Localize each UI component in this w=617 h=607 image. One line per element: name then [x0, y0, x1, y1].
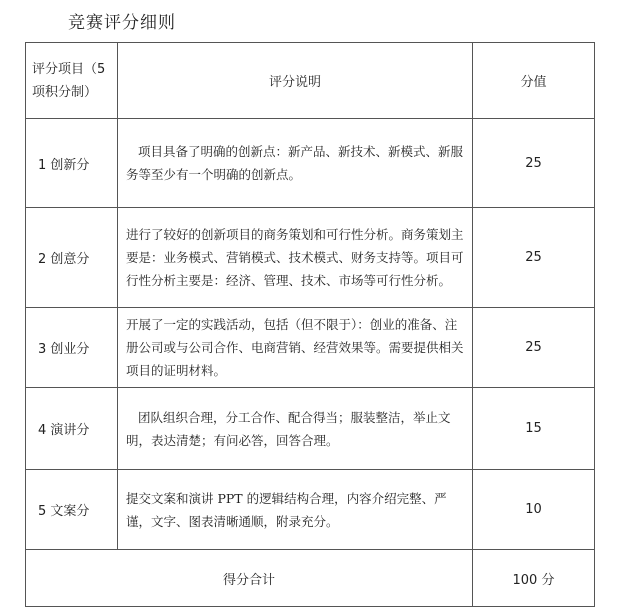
- row-score: 25: [473, 208, 595, 308]
- row-description: 提交文案和演讲 PPT 的逻辑结构合理，内容介绍完整、严谨，文字、图表清晰通顺，附录充分。: [118, 470, 473, 550]
- table-row: [26, 470, 595, 550]
- row-score: 25: [473, 119, 595, 208]
- total-score: 100 分: [473, 550, 595, 607]
- row-description: 团队组织合理，分工合作、配合得当；服装整洁，举止文明，表达清楚；有问必答，回答合理。: [118, 388, 473, 470]
- row-item: 4 演讲分: [26, 388, 118, 470]
- table-row: [26, 388, 595, 470]
- row-score: 25: [473, 308, 595, 388]
- row-description: 开展了一定的实践活动，包括（但不限于）：创业的准备、注册公司或与公司合作、电商营销、经营效果等。需要提供相关项目的证明材料。: [118, 308, 473, 388]
- header-description: 评分说明: [118, 43, 473, 119]
- header-item: 评分项目（5 项积分制）: [26, 43, 118, 119]
- table-row: [26, 208, 595, 308]
- row-description: 进行了较好的创新项目的商务策划和可行性分析。商务策划主要是：业务模式、营销模式、技术模式、财务支持等。项目可行性分析主要是：经济、管理、技术、市场等可行性分析。: [118, 208, 473, 308]
- table-row: [26, 308, 595, 388]
- table-row: [26, 119, 595, 208]
- total-label: 得分合计: [26, 550, 473, 607]
- row-score: 10: [473, 470, 595, 550]
- row-item: 2 创意分: [26, 208, 118, 308]
- scoring-table: [25, 42, 595, 607]
- row-item: 1 创新分: [26, 119, 118, 208]
- row-item: 3 创业分: [26, 308, 118, 388]
- table-header-row: [26, 43, 595, 119]
- page-title: 竞赛评分细则: [68, 13, 176, 33]
- row-score: 15: [473, 388, 595, 470]
- row-description: 项目具备了明确的创新点：新产品、新技术、新模式、新服务等至少有一个明确的创新点。: [118, 119, 473, 208]
- header-score: 分值: [473, 43, 595, 119]
- row-item: 5 文案分: [26, 470, 118, 550]
- total-row: [26, 550, 595, 607]
